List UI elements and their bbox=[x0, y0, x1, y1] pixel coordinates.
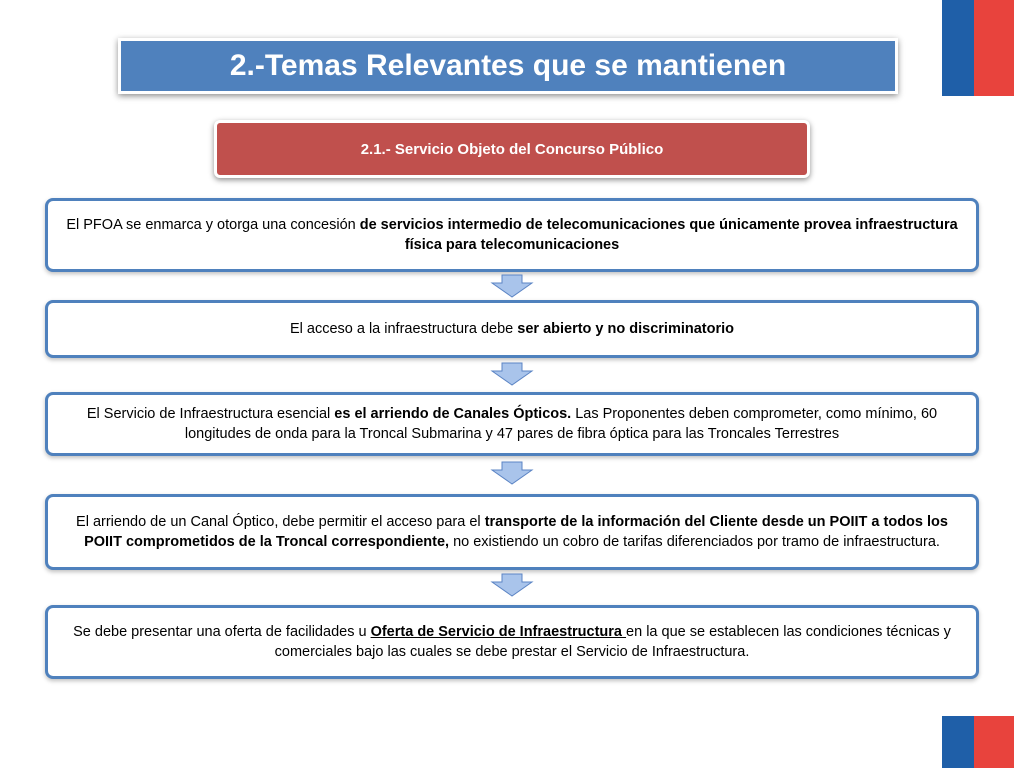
section-subtitle: 2.1.- Servicio Objeto del Concurso Público bbox=[360, 140, 664, 158]
subtitle-banner bbox=[214, 120, 810, 178]
flow-step-text bbox=[58, 622, 966, 662]
body-text: no existiendo un cobro de tarifas diferenciados por tramo de infraestructura. bbox=[449, 534, 940, 550]
title-banner bbox=[118, 38, 898, 94]
body-text: Las Proponentes deben comprometer, como mínimo, 60 longitudes de onda para la Troncal Submarina y 47 pares de fibra óptica para las Troncales Terrestres bbox=[184, 406, 938, 442]
body-text: Se debe presentar una oferta de facilidades u bbox=[73, 624, 371, 640]
body-text: en la que se establecen las condiciones técnicas y comerciales bajo las cuales se debe prestar el Servicio de Infraestructura. bbox=[274, 624, 951, 660]
emphasis-text: transporte de la información del Cliente desde un POIIT a todos los POIIT comprometidos de la Troncal correspondiente, bbox=[84, 514, 948, 550]
body-text: El arriendo de un Canal Óptico, debe permitir el acceso para el bbox=[76, 514, 485, 530]
flag-logo-bottom bbox=[942, 716, 1014, 768]
flow-step-text bbox=[290, 319, 734, 339]
emphasis-text: es el arriendo de Canales Ópticos. bbox=[334, 406, 572, 422]
flow-step-2 bbox=[45, 300, 979, 358]
flag-red-stripe bbox=[974, 716, 1014, 768]
down-arrow-icon bbox=[490, 573, 534, 597]
page-title: 2.-Temas Relevantes que se mantienen bbox=[229, 49, 787, 82]
down-arrow-icon bbox=[490, 274, 534, 298]
flag-red-stripe bbox=[974, 0, 1014, 96]
flow-step-5 bbox=[45, 605, 979, 679]
flow-step-3 bbox=[45, 392, 979, 456]
emphasis-text: Oferta de Servicio de Infraestructura bbox=[370, 624, 627, 640]
body-text: El Servicio de Infraestructura esencial bbox=[86, 406, 335, 422]
body-text: El PFOA se enmarca y otorga una concesión bbox=[66, 217, 360, 233]
down-arrow-icon bbox=[490, 461, 534, 485]
body-text: El acceso a la infraestructura debe bbox=[289, 321, 518, 337]
emphasis-text: ser abierto y no discriminatorio bbox=[517, 321, 735, 337]
flow-step-text bbox=[58, 512, 966, 552]
flag-blue-stripe bbox=[942, 0, 974, 96]
flow-step-text bbox=[58, 404, 966, 444]
down-arrow-icon bbox=[490, 362, 534, 386]
flow-step-1 bbox=[45, 198, 979, 272]
flow-step-4 bbox=[45, 494, 979, 570]
flow-step-text bbox=[58, 215, 966, 255]
flag-logo-top bbox=[942, 0, 1014, 96]
emphasis-text: de servicios intermedio de telecomunicaciones que únicamente provea infraestructura física para telecomunicaciones bbox=[359, 217, 958, 253]
flag-blue-stripe bbox=[942, 716, 974, 768]
